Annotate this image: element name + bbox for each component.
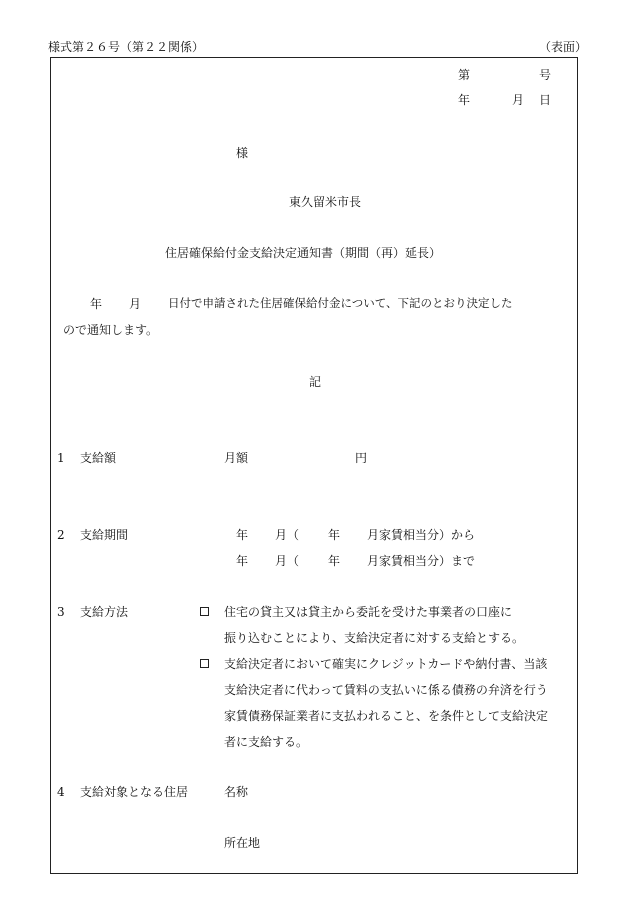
intro-line2: ので通知します。 xyxy=(63,323,159,337)
date-year: 年 xyxy=(458,93,471,107)
intro-year: 年 xyxy=(90,297,103,311)
method-option2-line: 家賃債務保証業者に支払われること、を条件として支給決定 xyxy=(224,709,549,723)
doc-number-go: 号 xyxy=(539,68,552,82)
addressee-suffix: 様 xyxy=(236,146,249,160)
method-option1-line: 振り込むことにより、支給決定者に対する支給とする。 xyxy=(224,631,525,645)
item2-number: 2 xyxy=(57,528,65,542)
intro-line1-rest: 日付で申請された住居確保給付金について、下記のとおり決定した xyxy=(168,296,513,310)
period-from-month: 月（ xyxy=(275,528,300,542)
period-to-month: 月（ xyxy=(275,554,300,568)
method-option1-checkbox[interactable] xyxy=(200,607,209,616)
item4-label: 支給対象となる住居 xyxy=(80,785,189,799)
ki-heading: 記 xyxy=(309,375,322,389)
document-title: 住居確保給付金支給決定通知書（期間（再）延長） xyxy=(165,246,442,260)
item1-monthly-label: 月額 xyxy=(224,451,249,465)
item3-number: 3 xyxy=(57,605,65,619)
doc-number-dai: 第 xyxy=(458,68,471,82)
method-option1-line: 住宅の貸主又は貸主から委託を受けた事業者の口座に xyxy=(224,605,513,619)
item1-label: 支給額 xyxy=(80,451,117,465)
item1-yen: 円 xyxy=(355,451,368,465)
period-to-year: 年 xyxy=(236,554,249,568)
period-to-year2: 年 xyxy=(328,554,341,568)
item4-number: 4 xyxy=(57,785,65,799)
document-frame xyxy=(50,57,578,874)
method-option2-checkbox[interactable] xyxy=(200,659,209,668)
intro-month: 月 xyxy=(129,297,142,311)
residence-name-label: 名称 xyxy=(224,785,249,799)
item2-label: 支給期間 xyxy=(80,528,129,542)
item3-label: 支給方法 xyxy=(80,605,129,619)
side-label: （表面） xyxy=(539,40,588,54)
form-number: 様式第２６号（第２２関係） xyxy=(48,40,205,54)
residence-address-label: 所在地 xyxy=(224,836,261,850)
date-month: 月 xyxy=(512,93,525,107)
date-day: 日 xyxy=(539,93,552,107)
issuer: 東久留米市長 xyxy=(289,195,362,209)
item1-number: 1 xyxy=(57,451,65,465)
period-from-year: 年 xyxy=(236,528,249,542)
method-option2-line: 支給決定者において確実にクレジットカードや納付書、当該 xyxy=(224,657,548,671)
method-option2-line: 者に支給する。 xyxy=(224,735,309,749)
method-option2-line: 支給決定者に代わって賃料の支払いに係る債務の弁済を行う xyxy=(224,683,548,697)
period-from-rest: 月家賃相当分）から xyxy=(367,528,476,542)
period-to-rest: 月家賃相当分）まで xyxy=(367,554,476,568)
period-from-year2: 年 xyxy=(328,528,341,542)
